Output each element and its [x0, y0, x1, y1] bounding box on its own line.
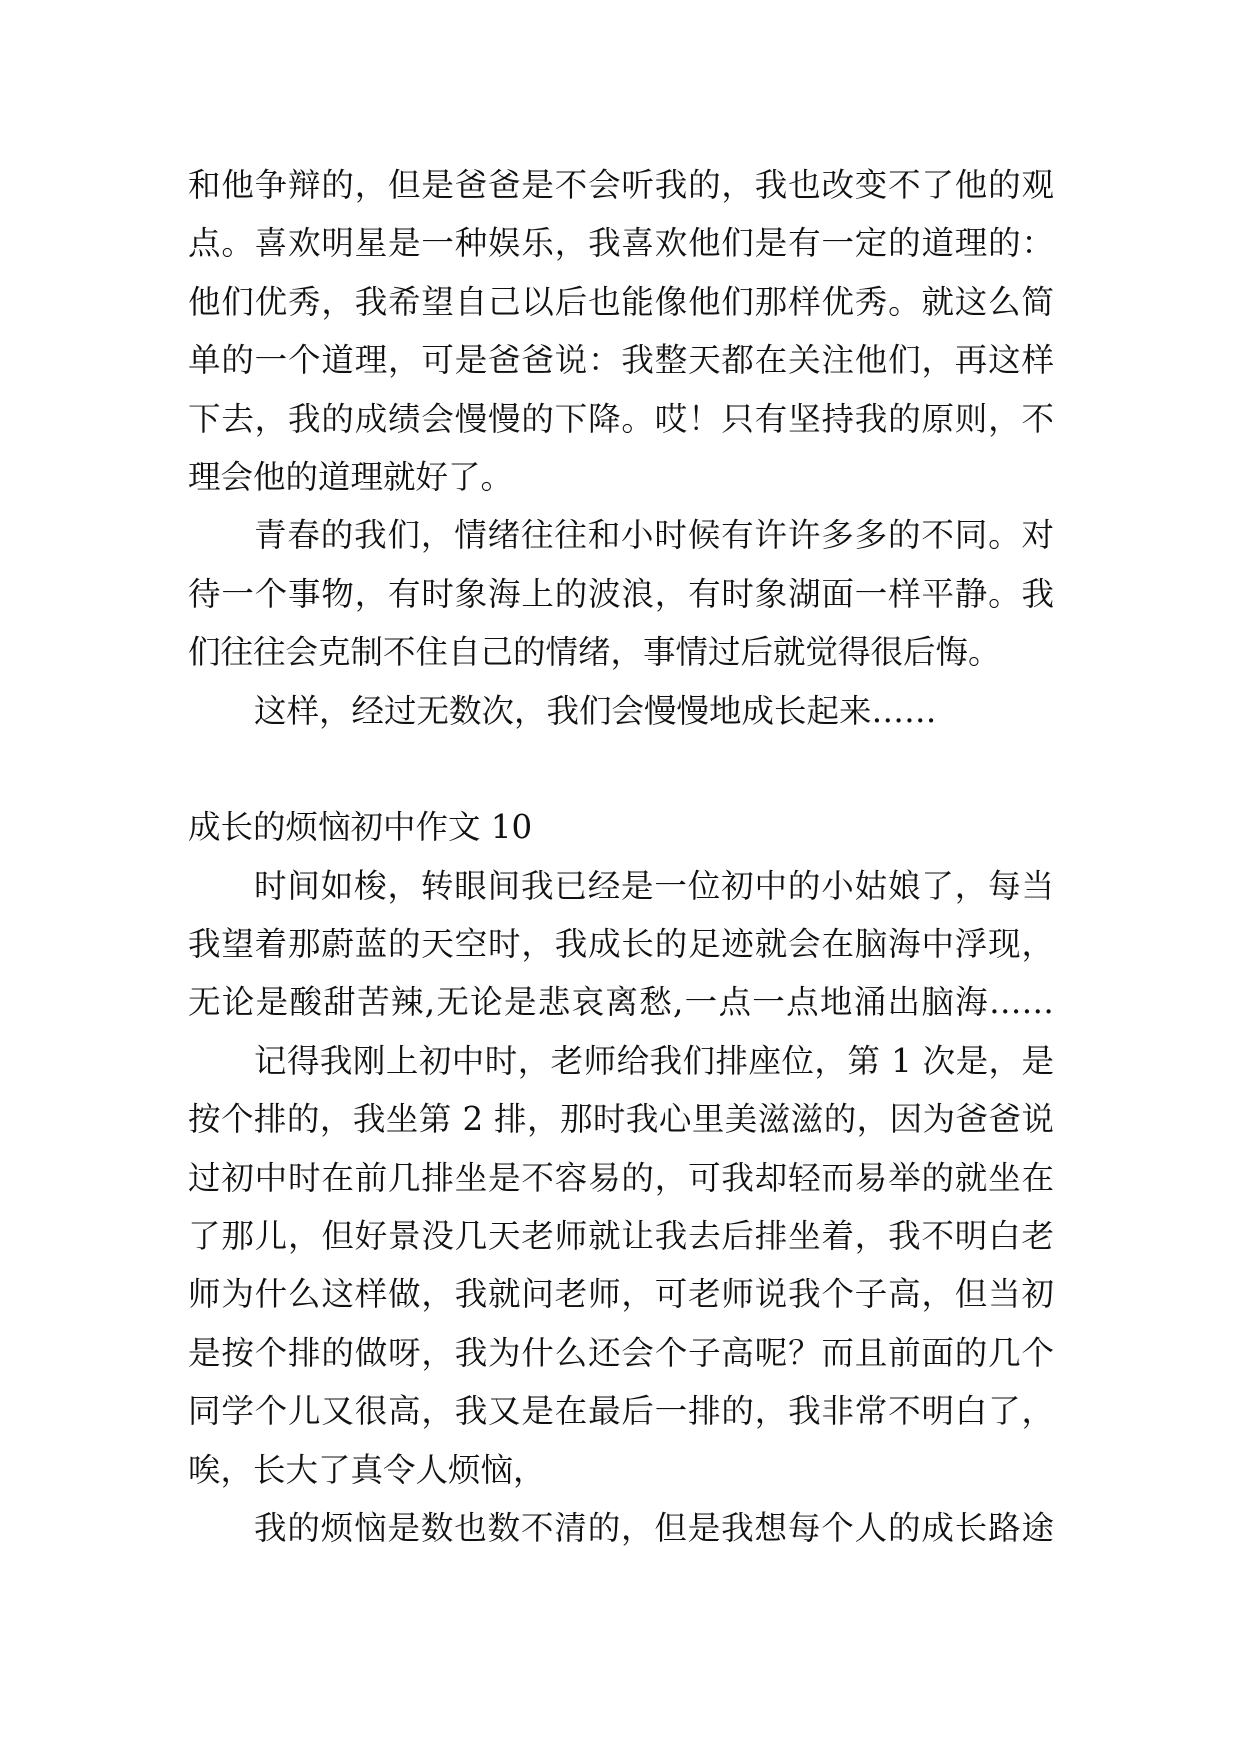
- text-line: 青春的我们，情绪往往和小时候有许许多多的不同。对: [254, 516, 1054, 555]
- text-line: 点。喜欢明星是一种娱乐，我喜欢他们是有一定的道理的：: [188, 224, 1054, 263]
- text-line: 待一个事物，有时象海上的波浪，有时象湖面一样平静。我: [188, 574, 1054, 613]
- document-body: [188, 156, 1054, 1557]
- paragraph: [188, 156, 1054, 506]
- text-line: 下去，我的成绩会慢慢的下降。哎！只有坚持我的原则，不: [188, 399, 1054, 438]
- text-line: 时间如梭，转眼间我已经是一位初中的小姑娘了，每当: [254, 866, 1054, 905]
- text-line: 我望着那蔚蓝的天空时，我成长的足迹就会在脑海中浮现，: [188, 925, 1054, 964]
- text-line: 单的一个道理，可是爸爸说：我整天都在关注他们，再这样: [188, 341, 1054, 380]
- paragraph: [188, 1032, 1054, 1499]
- blank-line: [188, 740, 1054, 798]
- paragraph: [188, 1499, 1054, 1557]
- text-line: 和他争辩的，但是爸爸是不会听我的，我也改变不了他的观: [188, 166, 1054, 204]
- text-line: 按个排的，我坐第 2 排，那时我心里美滋滋的，因为爸爸说: [188, 1100, 1054, 1139]
- essay-title: 成长的烦恼初中作文 10: [188, 808, 533, 847]
- text-line: 师为什么这样做，我就问老师，可老师说我个子高，但当初: [188, 1275, 1054, 1314]
- paragraph: [188, 682, 1054, 740]
- text-line: 了那儿，但好景没几天老师就让我去后排坐着，我不明白老: [188, 1217, 1054, 1256]
- text-line: 同学个儿又很高，我又是在最后一排的，我非常不明白了，: [188, 1392, 1054, 1431]
- text-line: 过初中时在前几排坐是不容易的，可我却轻而易举的就坐在: [188, 1158, 1054, 1197]
- text-line: 无论是酸甜苦辣,无论是悲哀离愁,一点一点地涌出脑海……: [188, 983, 1054, 1022]
- text-line: 理会他的道理就好了。: [188, 457, 514, 496]
- text-line: 们往往会克制不住自己的情绪，事情过后就觉得很后悔。: [188, 633, 1001, 672]
- text-line: 唉，长大了真令人烦恼，: [188, 1450, 546, 1489]
- text-line: 这样，经过无数次，我们会慢慢地成长起来……: [254, 691, 937, 730]
- text-line: 他们优秀，我希望自己以后也能像他们那样优秀。就这么简: [188, 282, 1054, 321]
- text-line: 是按个排的做呀，我为什么还会个子高呢？而且前面的几个: [188, 1333, 1054, 1372]
- text-line: 记得我刚上初中时，老师给我们排座位，第 1 次是，是: [254, 1041, 1054, 1080]
- text-line: 我的烦恼是数也数不清的，但是我想每个人的成长路途: [254, 1508, 1054, 1547]
- paragraph: [188, 506, 1054, 681]
- paragraph: [188, 857, 1054, 1032]
